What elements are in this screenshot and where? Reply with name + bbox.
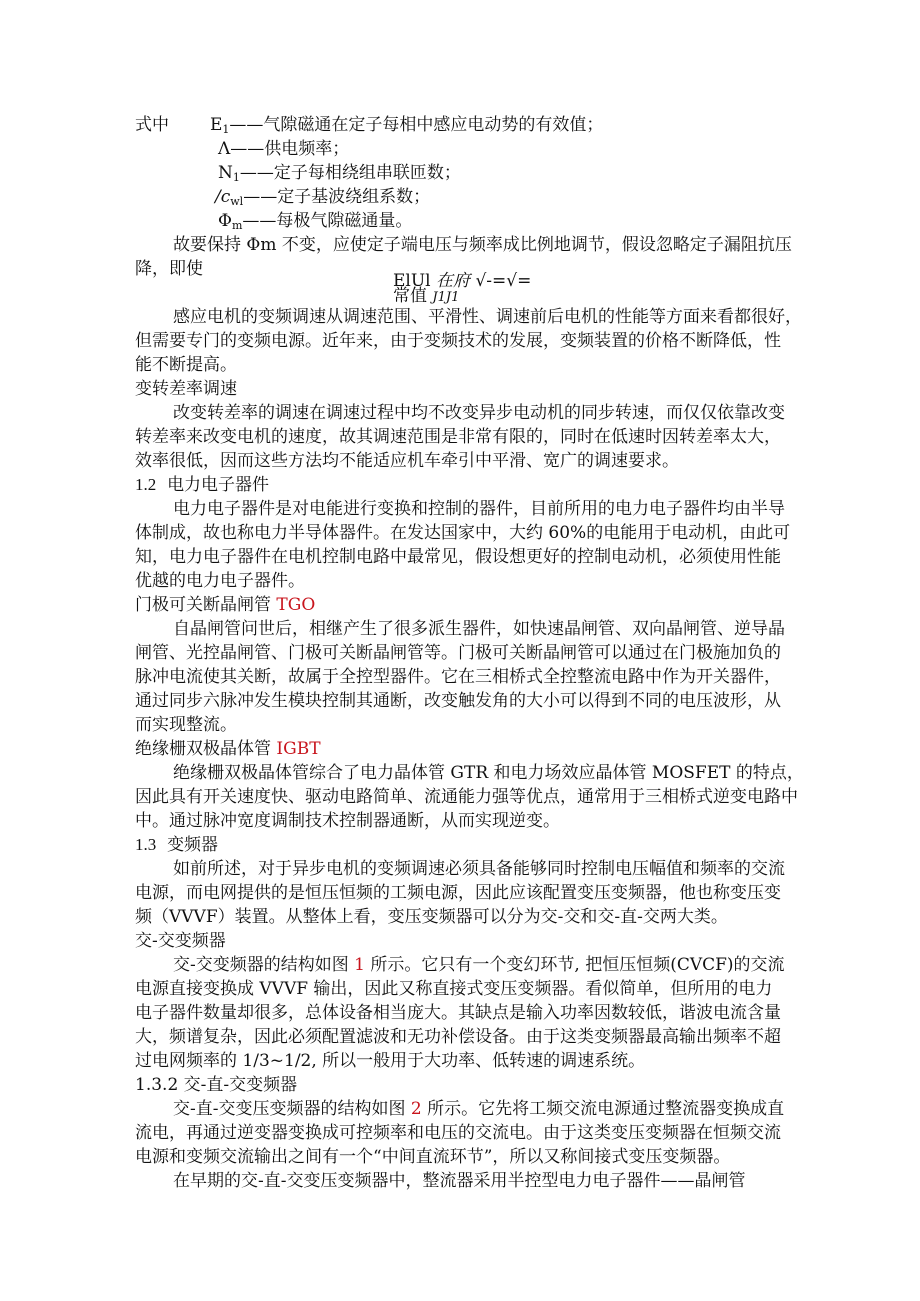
paragraph-line: 改变转差率的调速在调速过程中均不改变异步电动机的同步转速，而仅仅依靠改变 — [173, 403, 785, 423]
symbol: Φ — [218, 211, 232, 231]
def-text: ——气隙磁通在定子每相中感应电动势的有效值； — [229, 115, 604, 135]
paragraph-line: 而实现整流。 — [135, 715, 237, 735]
paragraph-line: 绝缘栅双极晶体管综合了电力晶体管 GTR 和电力场效应晶体管 MOSFET 的特点， — [173, 763, 804, 783]
paragraph-line: 过电网频率的 1/3~1/2, 所以一般用于大功率、低转速的调速系统。 — [135, 1051, 646, 1071]
paragraph-line: 电源直接变换成 VVVF 输出，因此又称直接式变压变频器。看似简单，但所用的电力 — [135, 979, 773, 999]
section-heading: 变转差率调速 — [135, 379, 237, 399]
paragraph-line: 转差率来改变电机的速度，故其调速范围是非常有限的，同时在低速时因转差率太大， — [135, 427, 781, 447]
paragraph-line: 自晶闸管问世后，相继产生了很多派生器件，如快速晶闸管、双向晶闸管、逆导晶 — [173, 619, 785, 639]
heading-text: 门极可关断晶闸管 — [135, 595, 277, 615]
def-text: ——每极气隙磁通量。 — [242, 211, 413, 231]
formula-part: J1J1 — [432, 290, 460, 305]
section-title: 电力电子器件 — [167, 475, 270, 495]
paragraph-line: 知，电力电子器件在电机控制电路中最常见，假设想更好的控制电动机，必须使用性能 — [135, 547, 781, 567]
formula-part: √-=√= — [475, 271, 532, 291]
text-run: 交-交变频器的结构如图 — [173, 955, 355, 975]
section-heading-1-3-2: 1.3.2 交-直-交变频器 — [135, 1075, 298, 1095]
text-run: 所示。它先将工频交流电源通过整流器变换成直 — [421, 1099, 785, 1119]
symbol-sub: m — [231, 219, 243, 232]
formula-part: 在府 — [436, 271, 471, 291]
paragraph-line: 在早期的交-直-交变压变频器中，整流器采用半控型电力电子器件——晶闸管 — [173, 1171, 746, 1191]
paragraph-line: 但需要专门的变频电源。近年来，由于变频技术的发展，变频装置的价格不断降低，性 — [135, 331, 781, 351]
paragraph-line: 因此具有开关速度快、驱动电路简单、流通能力强等优点，通常用于三相桥式逆变电路中 — [135, 787, 798, 807]
symbol-sub: 1 — [232, 171, 240, 184]
symbol-sub: wl — [230, 195, 244, 208]
figure-ref: 2 — [410, 1099, 422, 1119]
text-run: 所示。它只有一个变幻环节, 把恒压恒频(CVCF)的交流 — [364, 955, 785, 975]
paragraph-line: 电子器件数量却很多，总体设备相当庞大。其缺点是输入功率因数较低，谐波电流含量 — [135, 1003, 781, 1023]
paragraph-line: 降，即使 — [135, 259, 203, 279]
symbol-sub: 1 — [222, 123, 230, 136]
paragraph-line: 流电，再通过逆变器变换成可控频率和电压的交流电。由于这类变压变频器在恒频交流 — [135, 1123, 781, 1143]
def-text: ——供电频率； — [230, 139, 350, 159]
section-heading-gto — [135, 593, 315, 617]
def-text: ——定子基波绕组系数； — [243, 187, 431, 207]
paragraph-line: 如前所述，对于异步电机的变频调速必须具备能够同时控制电压幅值和频率的交流 — [173, 859, 785, 879]
defs-prefix: 式中 — [135, 115, 169, 135]
paragraph-line: 能不断提高。 — [135, 355, 237, 375]
formula-part: 常值 — [393, 286, 427, 306]
section-heading-1-2 — [135, 473, 269, 497]
section-heading: 交-交变频器 — [135, 931, 226, 951]
section-heading-1-3 — [135, 833, 218, 857]
paragraph-line: 脉冲电流使其关断，故属于全控型器件。它在三相桥式全控整流电路中作为开关器件， — [135, 667, 781, 687]
paragraph-line: 电源，而电网提供的是恒压恒频的工频电源，因此应该配置变压变频器，他也称变压变 — [135, 883, 781, 903]
heading-abbr: TGO — [276, 595, 316, 615]
heading-abbr: IGBT — [276, 739, 321, 759]
figure-ref: 1 — [354, 955, 365, 975]
paragraph-line: 电源和变频交流输出之间有一个“中间直流环节”，所以又称间接式变压变频器。 — [135, 1147, 731, 1167]
heading-text: 绝缘栅双极晶体管 — [135, 739, 277, 759]
paragraph-line — [173, 953, 785, 977]
paragraph-line: 闸管、光控晶闸管、门极可关断晶闸管等。门极可关断晶闸管可以通过在门极施加负的 — [135, 643, 781, 663]
paragraph-line: 通过同步六脉冲发生模块控制其通断，改变触发角的大小可以得到不同的电压波形，从 — [135, 691, 781, 711]
section-heading-igbt — [135, 737, 321, 761]
paragraph-line: 体制成，故也称电力半导体器件。在发达国家中，大约 60%的电能用于电动机，由此可 — [135, 523, 791, 543]
text-run: 交-直-交变压变频器的结构如图 — [173, 1099, 411, 1119]
paragraph-line: 频（VVVF）装置。从整体上看，变压变频器可以分为交-交和交-直-交两大类。 — [135, 907, 728, 927]
symbol: N — [218, 163, 233, 183]
paragraph-line: 故要保持 Φm 不变，应使定子端电压与频率成比例地调节，假设忽略定子漏阻抗压 — [173, 235, 792, 255]
paragraph-line: 感应电机的变频调速从调速范围、平滑性、调速前后电机的性能等方面来看都很好， — [173, 307, 802, 327]
paragraph-line: 优越的电力电子器件。 — [135, 571, 305, 591]
paragraph-line: 效率很低，因而这些方法均不能适应机车牵引中平滑、宽广的调速要求。 — [135, 451, 679, 471]
section-number: 1.2 — [135, 475, 157, 494]
symbol: E — [210, 115, 223, 135]
paragraph-line — [173, 1097, 784, 1121]
section-title: 变频器 — [167, 835, 219, 855]
symbol: /c — [215, 187, 231, 207]
section-number: 1.3 — [135, 835, 157, 854]
formula-part: ElUl — [393, 271, 431, 291]
paragraph-line: 中。通过脉冲宽度调制技术控制器通断，从而实现逆变。 — [135, 811, 560, 831]
symbol: Λ — [218, 139, 231, 159]
def-lambda — [218, 137, 349, 161]
paragraph-line: 电力电子器件是对电能进行变换和控制的器件，目前所用的电力电子器件均由半导 — [173, 499, 785, 519]
paragraph-line: 大，频谱复杂，因此必须配置滤波和无功补偿设备。由于这类变频器最高输出频率不超 — [135, 1027, 781, 1047]
def-text: ——定子每相绕组串联匝数； — [239, 163, 461, 183]
